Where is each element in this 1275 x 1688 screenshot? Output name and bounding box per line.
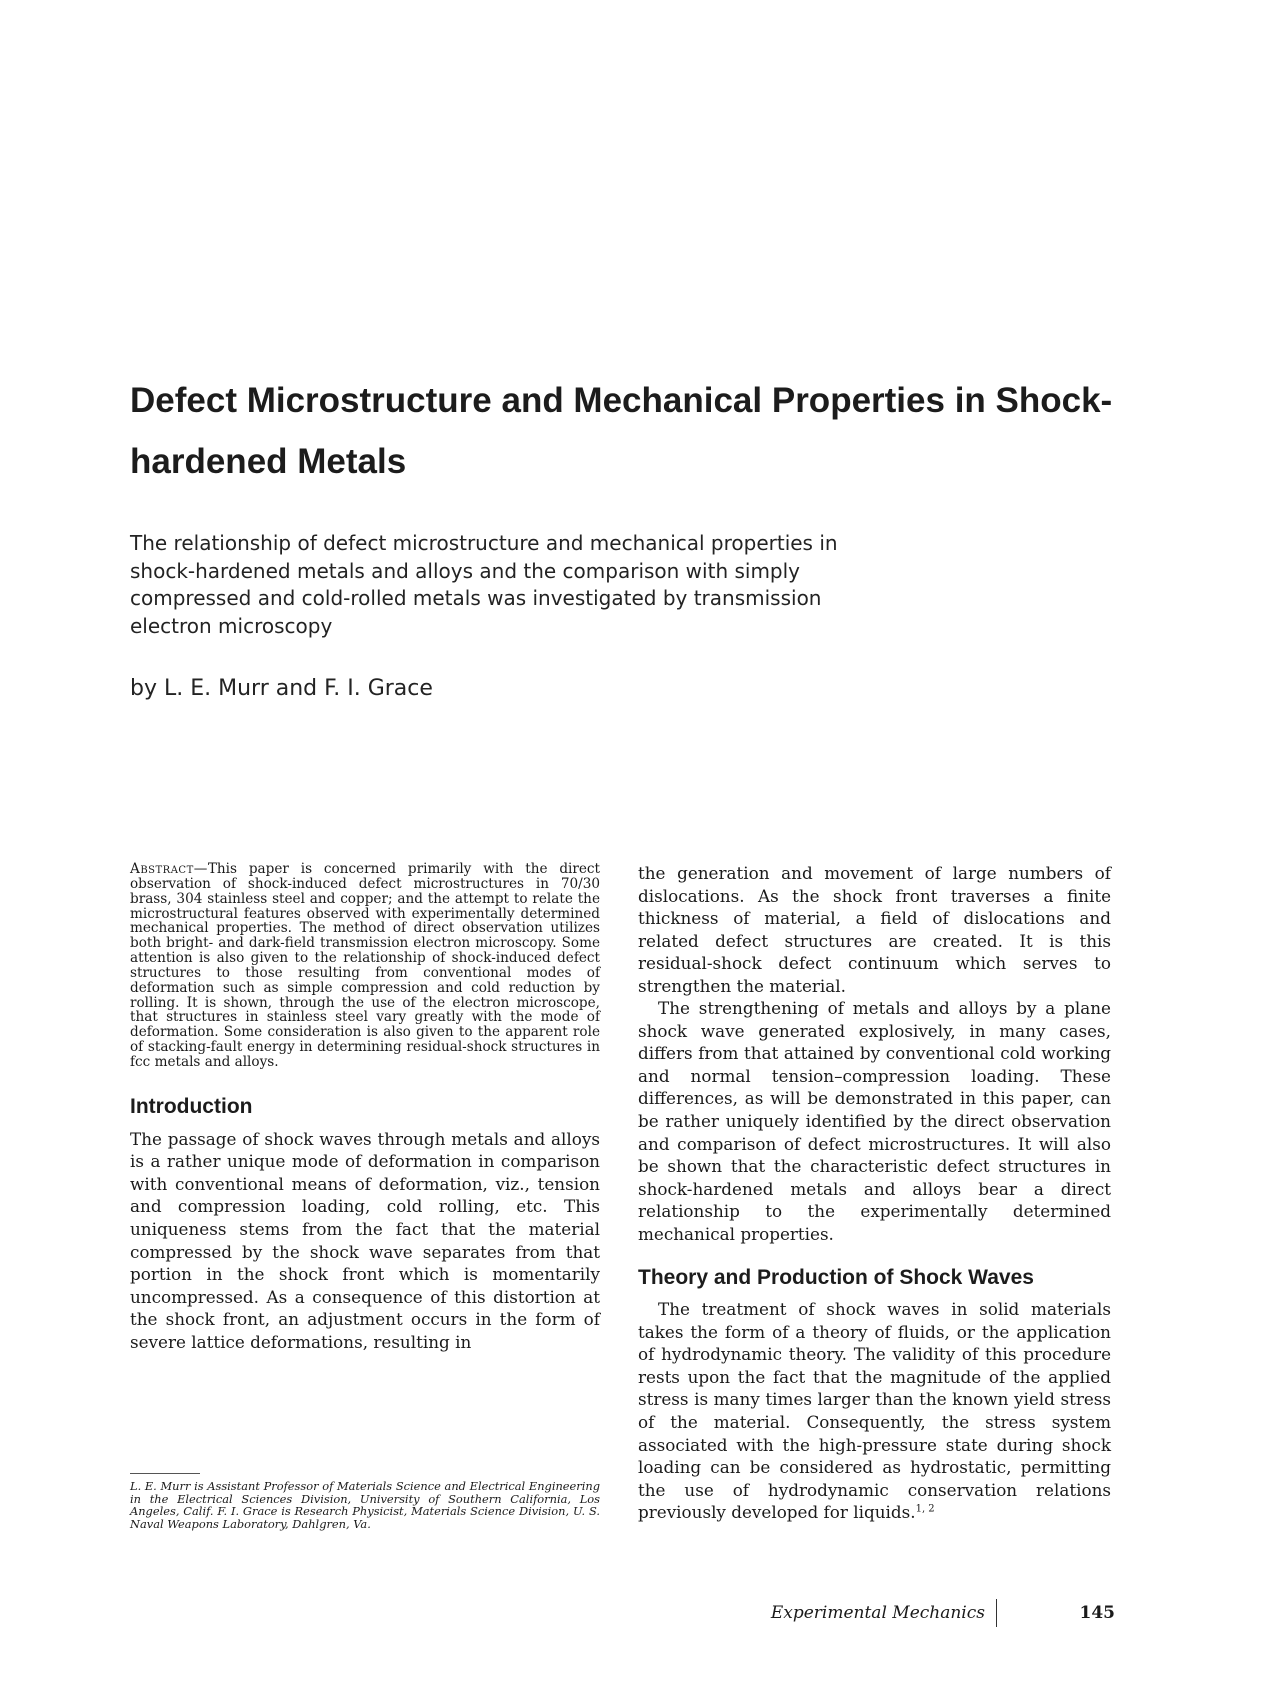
abstract-label: Abstract— <box>130 861 208 877</box>
article-deck: The relationship of defect microstructure and mechanical properties in shock-hardened metals and alloys and the comparison with simply compressed and cold-rolled metals was investigated by transmission electron microscopy <box>130 531 838 638</box>
author-footnote-block <box>130 1473 600 1530</box>
article-title: Defect Microstructure and Mechanical Properties in Shock-hardened Metals <box>130 381 1113 481</box>
running-footer <box>770 1599 1115 1629</box>
footnote-rule <box>130 1473 200 1474</box>
introduction-paragraph-continued: the generation and movement of large numbers of dislocations. As the shock front traverses a finite thickness of material, a field of dislocations and related defect structures are created. It is this residual-shock defect continuum which serves to strengthen the material. <box>638 863 1111 996</box>
journal-name: Experimental Mechanics <box>770 1603 985 1623</box>
author-footnote: L. E. Murr is Assistant Professor of Materials Science and Electrical Engineering in the Electrical Sciences Division, University of Southern California, Los Angeles, Calif. F. I. Grace is Research Physicist, Materials Science Division, U. S. Naval Weapons Laboratory, Dahlgren, Va. <box>130 1479 600 1531</box>
abstract <box>130 862 600 1070</box>
introduction-paragraph: The passage of shock waves through metals and alloys is a rather unique mode of deformation in comparison with conventional means of deformation, viz., tension and compression loading, cold rolling, etc. This uniqueness stems from the fact that the material compressed by the shock wave separates from that portion in the shock front which is momentarily uncompressed. As a consequence of this distortion at the shock front, an adjustment occurs in the form of severe lattice deformations, resulting in <box>130 1128 600 1352</box>
abstract-text: This paper is concerned primarily with the direct observation of shock-induced defect microstructures in 70/30 brass, 304 stainless steel and copper; and the attempt to relate the microstructural features observed with experimentally determined mechanical properties. The method of direct observation utilizes both bright- and dark-field transmission electron microscopy. Some attention is also given to the relationship of shock-induced defect structures to those resulting from conventional modes of deformation such as simple compression and cold reduction by rolling. It is shown, through the use of the electron microscope, that structures in stainless steel vary greatly with the mode of deformation. Some consideration is also given to the apparent role of stacking-fault energy in determining residual-shock structures in fcc metals and alloys. <box>130 861 600 1070</box>
theory-paragraph-text: The treatment of shock waves in solid materials takes the form of a theory of fluids, or the application of hydrodynamic theory. The validity of this procedure rests upon the fact that the magnitude of the applied stress is many times larger than the known yield stress of the material. Consequently, the stress system associated with the high-pressure state during shock loading can be considered as hydrostatic, permitting the use of hydrodynamic conservation relations previously developed for liquids. <box>638 1299 1111 1523</box>
right-column <box>638 862 1111 1524</box>
citation-superscript: 1, 2 <box>915 1503 935 1515</box>
theory-heading: Theory and Production of Shock Waves <box>638 1266 1034 1290</box>
page-number: 145 <box>1079 1603 1115 1623</box>
author-byline: by L. E. Murr and F. I. Grace <box>130 676 433 701</box>
left-column <box>130 862 600 1353</box>
introduction-paragraph-2: The strengthening of metals and alloys by a plane shock wave generated explosively, in many cases, differs from that attained by conventional cold working and normal tension–compression loading. These differences, as will be demonstrated in this paper, can be rather uniquely identified by the direct observation and comparison of defect microstructures. It will also be shown that the characteristic defect structures in shock-hardened metals and alloys bear a direct relationship to the experimentally determined mechanical properties. <box>638 998 1111 1244</box>
introduction-heading: Introduction <box>130 1094 253 1118</box>
theory-paragraph <box>638 1298 1111 1523</box>
footer-divider <box>996 1599 997 1627</box>
